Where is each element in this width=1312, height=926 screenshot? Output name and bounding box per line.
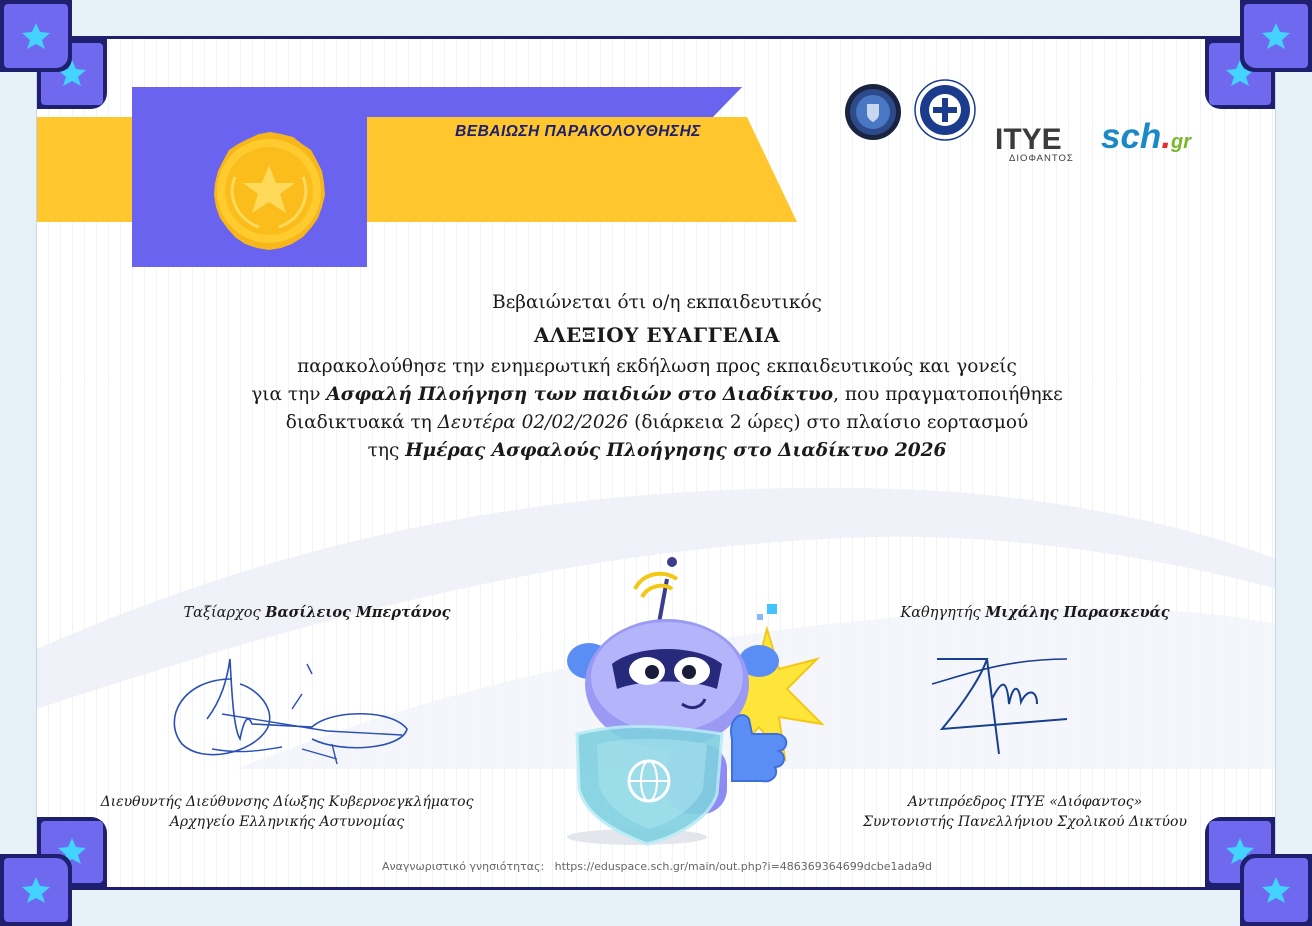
itye-logo bbox=[995, 125, 1074, 164]
right-signature bbox=[927, 644, 1077, 764]
outer-corner-bottom-left bbox=[0, 854, 72, 926]
line2-prefix: για την bbox=[251, 384, 327, 405]
celebration-title: Ημέρας Ασφαλούς Πλοήγησης στο Διαδίκτυο 2026 bbox=[405, 440, 947, 461]
right-signatory-role bbox=[805, 792, 1245, 832]
right-signatory-title bbox=[815, 604, 1255, 621]
line3-prefix: διαδικτυακά τη bbox=[285, 412, 438, 433]
shield-icon bbox=[577, 727, 722, 845]
left-signature bbox=[162, 639, 422, 769]
verification-line bbox=[37, 860, 1276, 873]
star-icon bbox=[1261, 21, 1291, 51]
sch-logo-dot: . bbox=[1161, 117, 1172, 156]
left-signatory-rank: Ταξίαρχος bbox=[183, 605, 266, 621]
left-signatory-role bbox=[67, 792, 507, 832]
right-role-line-1: Αντιπρόεδρος ΙΤΥΕ «Διόφαντος» bbox=[907, 794, 1143, 810]
left-signatory-name: Βασίλειος Μπερτάνος bbox=[265, 604, 451, 621]
cybercrime-unit-logo bbox=[843, 82, 903, 142]
body-line-1: παρακολούθησε την ενημερωτική εκδήλωση προς εκπαιδευτικούς και γονείς bbox=[297, 356, 1017, 377]
body-line-2 bbox=[37, 381, 1276, 409]
outer-corner-top-right bbox=[1240, 0, 1312, 72]
recipient-name: ΑΛΕΞΙΟΥ ΕΥΑΓΓΕΛΙΑ bbox=[534, 323, 780, 347]
right-role-line-2: Συντονιστής Πανελλήνιου Σχολικού Δικτύου bbox=[862, 814, 1187, 830]
event-title: Ασφαλή Πλοήγηση των παιδιών στο Διαδίκτυο bbox=[326, 384, 834, 405]
body-line-4 bbox=[37, 437, 1276, 465]
sch-logo-gr: gr bbox=[1171, 131, 1192, 153]
sch-logo-text: sch bbox=[1101, 117, 1162, 156]
sch-logo bbox=[1101, 117, 1191, 157]
line3-suffix: (διάρκεια 2 ώρες) στο πλαίσιο εορτασμού bbox=[628, 412, 1029, 433]
star-icon bbox=[21, 21, 51, 51]
outer-corner-bottom-right bbox=[1240, 854, 1312, 926]
star-icon bbox=[1261, 875, 1291, 905]
left-role-line-1: Διευθυντής Διεύθυνσης Δίωξης Κυβερνοεγκλήματος bbox=[100, 794, 474, 810]
certificate-title: ΒΕΒΑΙΩΣΗ ΠΑΡΑΚΟΛΟΥΘΗΣΗΣ bbox=[455, 123, 701, 140]
itye-logo-text: ΙΤΥΕ bbox=[995, 123, 1062, 156]
left-role-line-2: Αρχηγείο Ελληνικής Αστυνομίας bbox=[169, 814, 405, 830]
left-signatory-title bbox=[97, 604, 537, 621]
right-signatory-rank: Καθηγητής bbox=[900, 605, 986, 621]
line4-prefix: της bbox=[367, 440, 406, 461]
verification-label: Αναγνωριστικό γνησιότητας: bbox=[381, 860, 545, 873]
event-date: Δευτέρα 02/02/2026 bbox=[437, 412, 629, 433]
verification-url[interactable]: https://eduspace.sch.gr/main/out.php?i=486369364699dcbe1ada9d bbox=[554, 860, 933, 873]
certificate bbox=[36, 36, 1276, 890]
star-icon bbox=[21, 875, 51, 905]
mascot-illustration bbox=[517, 549, 837, 849]
line2-suffix: , που πραγματοποιήθηκε bbox=[833, 384, 1063, 405]
itye-logo-subtitle: ΔΙΟΦΑΝΤΟΣ bbox=[1009, 153, 1074, 164]
certificate-body bbox=[37, 289, 1276, 465]
body-line-3 bbox=[37, 409, 1276, 437]
intro-text: Βεβαιώνεται ότι ο/η εκπαιδευτικός bbox=[492, 292, 822, 313]
outer-corner-top-left bbox=[0, 0, 72, 72]
hellenic-police-logo bbox=[914, 79, 976, 141]
right-signatory-name: Μιχάλης Παρασκευάς bbox=[985, 604, 1170, 621]
